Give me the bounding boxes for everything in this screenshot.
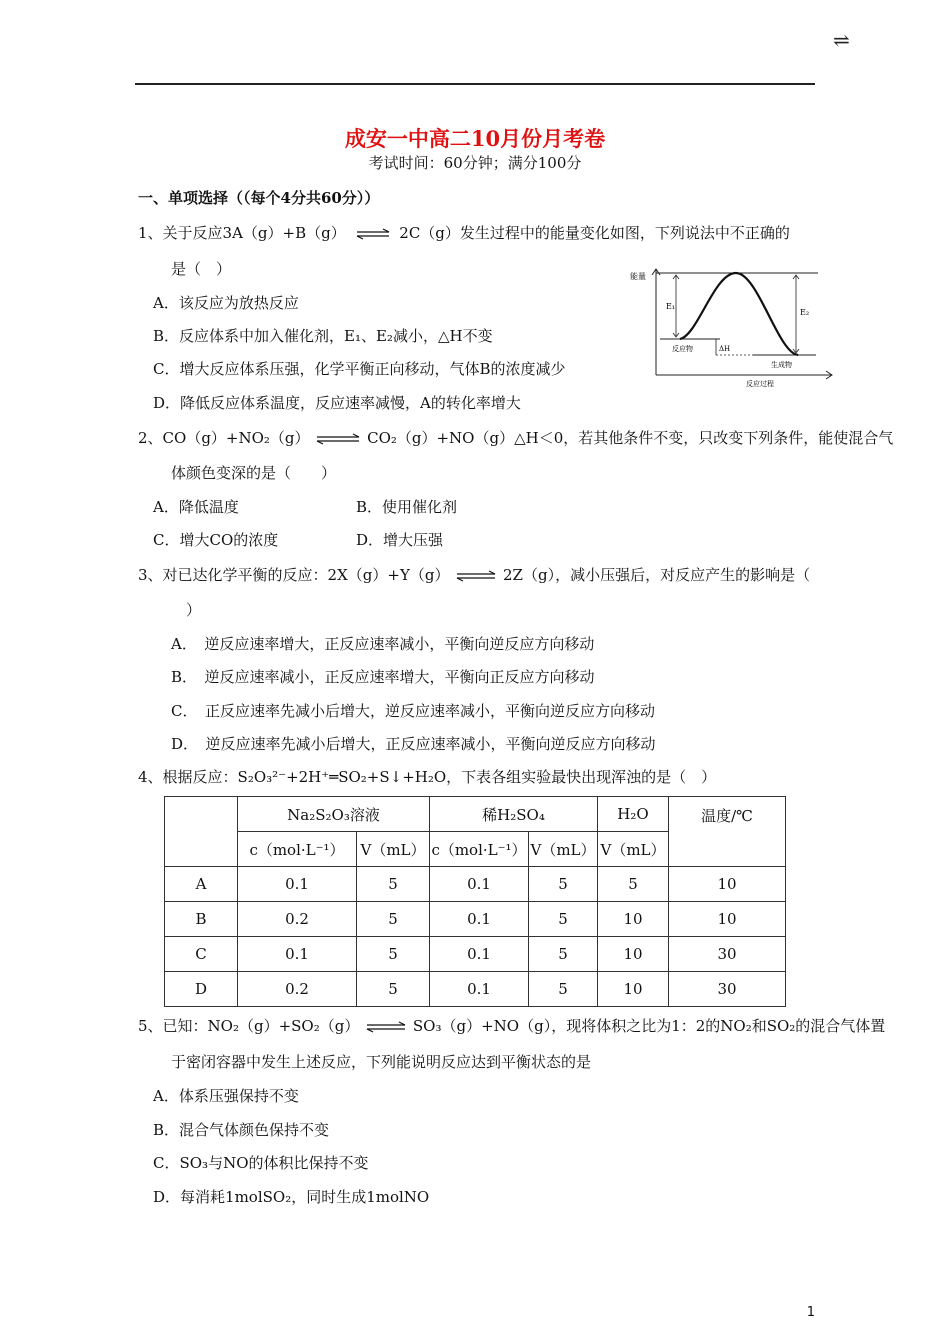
header-vol-2: V（mL） <box>529 832 598 867</box>
q3-stem <box>138 564 810 585</box>
equilibrium-arrow-icon <box>365 1021 407 1033</box>
table-cell: 5 <box>598 867 669 902</box>
table-cell: 0.1 <box>430 867 529 902</box>
equilibrium-arrow-icon <box>315 433 361 445</box>
q1-option-d: D．降低反应体系温度，反应速率减慢，A的转化率增大 <box>153 394 521 412</box>
q1-option-b: B．反应体系中加入催化剂，E₁、E₂减小，△H不变 <box>153 327 493 345</box>
q2-stem <box>138 427 893 448</box>
table-cell: 0.1 <box>430 972 529 1007</box>
table-cell: 10 <box>598 902 669 937</box>
q5-stem <box>138 1015 885 1036</box>
q3-option-d: D． 逆反应速率先减小后增大，正反应速率减小，平衡向逆反应方向移动 <box>171 735 656 753</box>
q1-stem-part2: 2C（g）发生过程中的能量变化如图，下列说法中不正确的 <box>399 224 790 242</box>
table-cell: 0.1 <box>430 902 529 937</box>
q2-option-d: D．增大压强 <box>356 531 444 549</box>
table-cell: 0.2 <box>238 902 357 937</box>
q5-stem-end: 于密闭容器中发生上述反应，下列能说明反应达到平衡状态的是 <box>171 1053 592 1071</box>
row-label: A <box>165 867 238 902</box>
table-row <box>165 972 786 1007</box>
table-cell: 5 <box>529 902 598 937</box>
equilibrium-arrow-icon <box>355 228 391 240</box>
table-cell: 10 <box>669 867 786 902</box>
q3-option-c: C． 正反应速率先减小后增大，逆反应速率减小，平衡向逆反应方向移动 <box>171 702 655 720</box>
q3-stem-end: ） <box>186 601 202 619</box>
equilibrium-arrow-icon <box>455 570 497 582</box>
q5-stem-part1: 5、已知：NO₂（g）+SO₂（g） <box>138 1017 360 1035</box>
row-label: B <box>165 902 238 937</box>
e2-label: E₂ <box>800 308 810 317</box>
e1-label: E₁ <box>666 302 676 311</box>
table-cell: 5 <box>529 937 598 972</box>
q1-stem <box>138 222 790 243</box>
table-cell: 10 <box>669 902 786 937</box>
table-cell: 5 <box>529 972 598 1007</box>
q1-stem-part1: 1、关于反应3A（g）+B（g） <box>138 224 346 242</box>
q2-option-a: A．降低温度 <box>153 498 239 516</box>
q1-stem-end: 是（ ） <box>171 260 232 278</box>
q4-stem: 4、根据反应：S₂O₃²⁻+2H⁺═SO₂+S↓+H₂O，下表各组实验最快出现浑浊的是（ ） <box>138 768 717 786</box>
table-row <box>165 867 786 902</box>
energy-axis-label: 能量 <box>630 272 646 281</box>
q3-stem-part2: 2Z（g），减小压强后，对反应产生的影响是（ <box>503 566 811 584</box>
q1-option-c: C．增大反应体系压强，化学平衡正向移动，气体B的浓度减少 <box>153 360 566 378</box>
table-cell: 5 <box>357 902 430 937</box>
row-label: D <box>165 972 238 1007</box>
q3-option-a: A． 逆反应速率增大，正反应速率减小，平衡向逆反应方向移动 <box>171 635 595 653</box>
header-conc-2: c（mol·L⁻¹） <box>430 832 529 867</box>
table-cell: 5 <box>529 867 598 902</box>
page-title: 成安一中高二10月份月考卷 <box>344 126 606 151</box>
table-cell: 10 <box>598 937 669 972</box>
table-row <box>165 937 786 972</box>
table-cell: 0.2 <box>238 972 357 1007</box>
q5-option-b: B．混合气体颜色保持不变 <box>153 1121 330 1139</box>
reaction-path-label: 反应过程 <box>746 380 774 388</box>
header-vol-3: V（mL） <box>598 832 669 867</box>
table-cell: 5 <box>357 972 430 1007</box>
row-label: C <box>165 937 238 972</box>
experiment-table <box>164 796 786 1007</box>
header-temperature: 温度/℃ <box>669 797 786 867</box>
table-cell: 0.1 <box>238 867 357 902</box>
table-cell: 0.1 <box>430 937 529 972</box>
q5-option-d: D．每消耗1molSO₂，同时生成1molNO <box>153 1188 430 1206</box>
q5-option-c: C．SO₃与NO的体积比保持不变 <box>153 1154 369 1172</box>
header-h2so4: 稀H₂SO₄ <box>430 797 598 832</box>
header-conc-1: c（mol·L⁻¹） <box>238 832 357 867</box>
q2-stem-part2: CO₂（g）+NO（g）△H＜0，若其他条件不变，只改变下列条件，能使混合气 <box>367 429 894 447</box>
header-equilibrium-mark: ⇌ <box>833 28 850 52</box>
table-cell: 5 <box>357 867 430 902</box>
energy-diagram <box>628 265 836 390</box>
table-row <box>165 902 786 937</box>
header-vol-1: V（mL） <box>357 832 430 867</box>
exam-info: 考试时间：60分钟；满分100分 <box>368 154 582 172</box>
dh-label: ΔH <box>719 345 731 353</box>
table-cell: 30 <box>669 937 786 972</box>
q2-option-b: B．使用催化剂 <box>356 498 458 516</box>
table-corner <box>165 797 238 867</box>
section-heading: 一、单项选择（（每个4分共60分）） <box>138 189 380 207</box>
table-cell: 0.1 <box>238 937 357 972</box>
q5-option-a: A．体系压强保持不变 <box>153 1087 299 1105</box>
page-number: 1 <box>806 1305 815 1320</box>
q3-stem-part1: 3、对已达化学平衡的反应：2X（g）+Y（g） <box>138 566 450 584</box>
header-na2s2o3: Na₂S₂O₃溶液 <box>238 797 430 832</box>
header-rule <box>135 83 815 85</box>
q3-option-b: B． 逆反应速率减小，正反应速率增大，平衡向正反应方向移动 <box>171 668 595 686</box>
q2-stem-part1: 2、CO（g）+NO₂（g） <box>138 429 310 447</box>
q2-stem-end: 体颜色变深的是（ ） <box>171 464 337 482</box>
table-cell: 30 <box>669 972 786 1007</box>
q1-option-a: A．该反应为放热反应 <box>153 294 299 312</box>
reactant-label: 反应物 <box>672 345 693 353</box>
q2-option-c: C．增大CO的浓度 <box>153 531 279 549</box>
product-label: 生成物 <box>771 361 792 369</box>
header-water: H₂O <box>598 797 669 832</box>
q5-stem-part2: SO₃（g）+NO（g），现将体积之比为1：2的NO₂和SO₂的混合气体置 <box>412 1017 886 1035</box>
table-cell: 5 <box>357 937 430 972</box>
table-cell: 10 <box>598 972 669 1007</box>
